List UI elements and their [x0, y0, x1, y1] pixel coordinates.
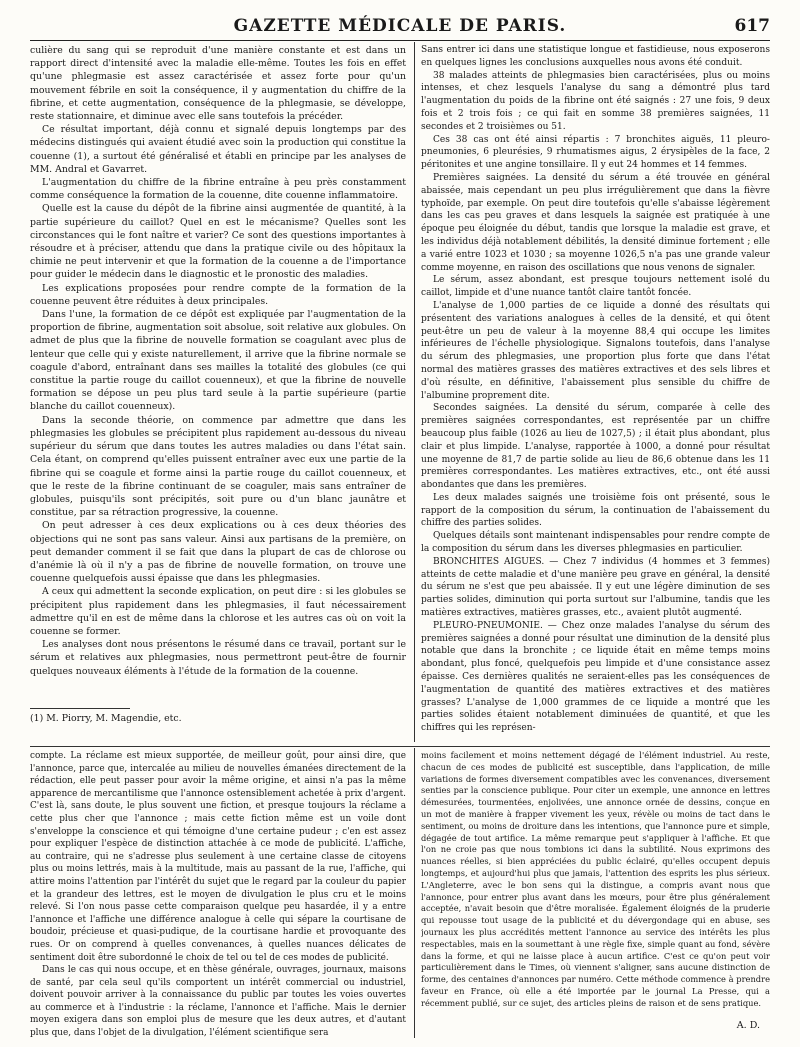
column-divider-top — [414, 42, 415, 742]
paragraph: Quelle est la cause du dépôt de la fibrine ainsi augmentée de quantité, à la partie supérieure du caillot? Quel en est le mécanisme? Quelles sont les circonstances qui le font naître et varier? Ce sont des questions importantes à résoudre et à préciser, attendu que dans la pratique civile ou des hôpitaux la chimie ne peut intervenir et que la formation de la couenne a de l'importance pour guider le médecin dans le diagnostic et le pronostic des maladies. — [30, 203, 406, 281]
paragraph: Ce résultat important, déjà connu et signalé depuis longtemps par des médecins distingués qui avaient étudié avec soin la production qui constitue la couenne (1), a surtout été généralisé et établi en principe par les analyses de MM. Andral et Gavarret. — [30, 124, 406, 175]
paragraph: L'augmentation du chiffre de la fibrine entraîne à peu près constamment comme conséquence la formation de la couenne, dite couenne inflammatoire. — [30, 177, 406, 202]
column-top-left — [30, 44, 406, 704]
page-number: 617 — [734, 16, 770, 36]
column-divider-bottom — [414, 748, 415, 1038]
page-header — [30, 14, 770, 38]
header-rule — [30, 40, 770, 41]
footnote-rule — [30, 708, 130, 709]
paragraph: 38 malades atteints de phlegmasies bien caractérisées, plus ou moins intenses, et chez lesquels l'analyse du sang a démontré plus tard l'augmentation du poids de la fibrine ont été saignés : 27 une fois, 9 deux fois et 2 trois fois ; ce qui fait en somme 38 premières saignées, 11 secondes et 2 troisièmes ou 51. — [421, 70, 770, 132]
paragraph: BRONCHITES AIGUES. — Chez 7 individus (4 hommes et 3 femmes) atteints de cette maladie et d'une manière peu grave en général, la densité du sérum ne s'est que peu abaissée. Il y eut une légère diminution de ses parties solides, diminution qui porta surtout sur l'albumine, tandis que les matières extractives, matières grasses, etc., avaient plutôt augmenté. — [421, 556, 770, 619]
paragraph: Le sérum, assez abondant, est presque toujours nettement isolé du caillot, limpide et d'une nuance tantôt claire tantôt foncée. — [421, 275, 770, 299]
author-signature: A. D. — [736, 1020, 760, 1031]
column-bottom-left — [30, 750, 406, 1040]
section-separator — [30, 746, 770, 747]
paragraph: Dans le cas qui nous occupe, et en thèse générale, ouvrages, journaux, maisons de santé, par cela seul qu'ils comportent un intérêt commercial ou industriel, doivent pouvoir arriver à la connaissance du public par toutes les voies ouvertes au commerce et à l'industrie : la réclame, l'annonce et l'affiche. Mais le dernier moyen exigera dans son emploi plus de mesure que les deux autres, et d'autant plus que, dans l'objet de la divulgation, l'élément scientifique sera — [30, 965, 406, 1039]
paragraph: moins facilement et moins nettement dégagé de l'élément industriel. Au reste, chacun de ces modes de publicité est susceptible, dans l'application, de mille variations de formes diversement compatibles avec les convenances, diversement senties par la conscience publique. Pour citer un exemple, une annonce en lettres démesurées, tourmentées, enjolivées, une annonce ornée de dessins, conçue en un mot de manière à frapper vivement les yeux, révèle ou moins de tact dans le sentiment, ou moins de droiture dans les intentions, que l'annonce pure et simple, dégagée de tout artifice. La même remarque peut s'appliquer à l'affiche. Et que l'on ne croie pas que nous tombions ici dans la subtilité. Nous exprimons des nuances réelles, si bien appréciées du public éclairé, qu'elles occupent depuis longtemps, et aujourd'hui plus que jamais, l'attention des esprits les plus sérieux. L'Angleterre, avec le bon sens qui la distingue, a compris avant nous que l'annonce, pour entrer plus avant dans les mœurs, pour être plus généralement acceptée, n'avait besoin que d'être moralisée. Également éloignés de la pruderie qui repousse tout usage de la publicité et du dévergondage qui en abuse, ses journaux les plus accrédités mettent l'annonce au service des intérêts les plus respectables, mais en la soumettant à une règle fixe, simple quant au fond, sévère dans la forme, et qui ne laisse place à aucun artifice. C'est ce qu'on peut voir particulièrement dans le Times, où viennent s'aligner, sans aucune distinction de forme, des centaines d'annonces par numéro. Cette méthode commence à prendre faveur en France, où elle a été importée par le journal La Presse, qui a récemment publié, sur ce sujet, des articles pleins de raison et de sens pratique. — [421, 750, 770, 1008]
journal-title: GAZETTE MÉDICALE DE PARIS. — [233, 16, 567, 36]
paragraph: Dans la seconde théorie, on commence par admettre que dans les phlegmasies les globules se précipitent plus rapidement au-dessous du niveau supérieur du sérum que dans toutes les autres maladies ou dans l'état sain. Cela étant, on comprend qu'elles puissent entraîner avec eux une partie de la fibrine qui se coagule et forme ainsi la partie rouge du caillot couenneux, et que le reste de la fibrine continuant de se coaguler, mais sans entraîner de globules, puisqu'ils sont précipités, soit pure ou d'un blanc jaunâtre et constitue, par sa rétraction progressive, la couenne. — [30, 414, 406, 519]
paragraph: A ceux qui admettent la seconde explication, on peut dire : si les globules se précipitent plus rapidement dans les phlegmasies, il faut nécessairement admettre qu'il en est de même dans la chlorose et les autres cas où on voit la couenne se former. — [30, 586, 406, 637]
paragraph: PLEURO-PNEUMONIE. — Chez onze malades l'analyse du sérum des premières saignées a donné pour résultat une diminution de la densité plus notable que dans la bronchite ; ce liquide était en même temps moins abondant, plus foncé, quelquefois peu limpide et d'une consistance assez épaisse. Ces dernières qualités ne seraient-elles pas les conséquences de l'augmentation de quantité des matières extractives et des matières grasses? L'analyse de 1,000 grammes de ce liquide a montré que les parties solides étaient notablement diminuées de quantité, et que les chiffres qui les représen- — [421, 620, 770, 734]
paragraph: Les explications proposées pour rendre compte de la formation de la couenne peuvent être réduites à deux principales. — [30, 282, 406, 307]
paragraph: Sans entrer ici dans une statistique longue et fastidieuse, nous exposerons en quelques lignes les conclusions auxquelles nous avons été conduit. — [421, 45, 770, 68]
paragraph: Quelques détails sont maintenant indispensables pour rendre compte de la composition du sérum dans les diverses phlegmasies en particulier. — [421, 531, 770, 555]
paragraph: Ces 38 cas ont été ainsi répartis : 7 bronchites aiguës, 11 pleuro-pneumonies, 6 pleurésies, 9 rhumatismes aigus, 2 érysipèles de la face, 2 péritonites et une angine tonsillaire. Il y eut 24 hommes et 14 femmes. — [421, 134, 770, 171]
paragraph: On peut adresser à ces deux explications ou à ces deux théories des objections qui ne sont pas sans valeur. Ainsi aux partisans de la première, on peut demander comment il se fait que dans la plupart de cas de chlorose ou d'anémie là où il n'y a pas de fibrine de nouvelle formation, on trouve une couenne quelquefois aussi épaisse que dans les phlegmasies. — [30, 520, 406, 585]
paragraph: Premières saignées. La densité du sérum a été trouvée en général abaissée, mais cependant un peu plus irrégulièrement que dans la fièvre typhoïde, par exemple. On peut dire toutefois qu'elle s'abaisse légèrement dans les cas peu graves et dans lesquels la saignée est pratiquée à une époque peu éloignée du début, tandis que lorsque la maladie est grave, et les individus déjà notablement débilités, la densité diminue fortement ; elle a varié entre 1023 et 1030 ; sa moyenne 1026,5 n'a pas une grande valeur comme moyenne, en raison des oscillations que nous venons de signaler. — [421, 172, 770, 273]
paragraph: Secondes saignées. La densité du sérum, comparée à celle des premières saignées correspondantes, est représentée par un chiffre beaucoup plus faible (1026 au lieu de 1027,5) ; il était plus abondant, plus clair et plus limpide. L'analyse, rapportée à 1000, a donné pour résultat une moyenne de 81,7 de partie solide au lieu de 86,6 obtenue dans les 11 premières correspondantes. Les matières extractives, etc., ont été aussi abondantes que dans les premières. — [421, 403, 770, 491]
column-top-right — [421, 44, 770, 742]
paragraph: culière du sang qui se reproduit d'une manière constante et est dans un rapport direct d'intensité avec la maladie elle-même. Toutes les fois en effet qu'une phlegmasie est assez caractérisée et assez forte pour qu'un mouvement fébrile en soit la conséquence, il y augmentation du chiffre de la fibrine, et cette augmentation, conséquence de la phlegmasie, se développe, reste stationnaire, et diminue avec elle sans toutefois la précéder. — [30, 45, 406, 123]
footnote: (1) M. Piorry, M. Magendie, etc. — [30, 713, 182, 724]
paragraph: Dans l'une, la formation de ce dépôt est expliquée par l'augmentation de la proportion de fibrine, augmentation soit absolue, soit relative aux globules. On admet de plus que la fibrine de nouvelle formation se coagulant avec plus de lenteur que celle qui y existe naturellement, il arrive que la fibrine normale se coagule d'abord, entraînant dans ses mailles la totalité des globules (ce qui constitue la partie rouge du caillot couenneux), et que la fibrine de nouvelle formation se dépose un peu plus tard seule à la partie supérieure (partie blanche du caillot couenneux). — [30, 309, 406, 413]
paragraph: Les deux malades saignés une troisième fois ont présenté, sous le rapport de la composition du sérum, la continuation de l'abaissement du chiffre des parties solides. — [421, 492, 770, 529]
paragraph: Les analyses dont nous présentons le résumé dans ce travail, portant sur le sérum et relatives aux phlegmasies, nous permettront peut-être de fournir quelques nouveaux éléments à l'étude de la formation de la couenne. — [30, 639, 406, 677]
column-bottom-right — [421, 750, 770, 1016]
paragraph: L'analyse de 1,000 parties de ce liquide a donné des résultats qui présentent des variations analogues à celles de la densité, et qui ôtent peut-être un peu de valeur à la moyenne 88,4 qui occupe les limites inférieures de l'échelle physiologique. Signalons toutefois, dans l'analyse du sérum des phlegmasies, une proportion plus forte que dans l'état normal des matières grasses des matières extractives et des sels libres et d'où résulte, en définitive, l'abaissement plus sensible du chiffre de l'albumine proprement dite. — [421, 300, 770, 401]
paragraph: compte. La réclame est mieux supportée, de meilleur goût, pour ainsi dire, que l'annonce, parce que, intercalée au milieu de nouvelles émanées directement de la rédaction, elle peut passer pour avoir la même origine, et ainsi n'a pas la même apparence de mercantilisme que l'annonce ostensiblement achetée à prix d'argent. C'est là, sans doute, le plus souvent une fiction, et presque toujours la réclame a cette plus cher que l'annonce ; mais cette fiction même est un voile dont s'enveloppe la conscience et qui témoigne d'une certaine pudeur ; c'en est assez pour expliquer l'espèce de distinction attachée à ce mode de publicité. L'affiche, au contraire, qui ne s'adresse plus seulement à une certaine classe de citoyens plus ou moins lettrés, mais à la multitude, mais au passant de la rue, l'affiche, qui attire moins l'attention par l'intérêt du sujet que le regard par la couleur du papier et la grandeur des lettres, est le moyen de divulgation le plus cru et le moins relevé. Si l'on nous passe cette comparaison quelque peu hasardée, il y a entre l'annonce et l'affiche une différence analogue à celle qui sépare la courtisane de boudoir, précieuse et quasi-pudique, de la courtisane hardie et provoquante des rues. Or on comprend à quelles convenances, à quelles nuances délicates de sentiment doit être subordonné le choix de tel ou tel de ces modes de publicité. — [30, 751, 406, 963]
